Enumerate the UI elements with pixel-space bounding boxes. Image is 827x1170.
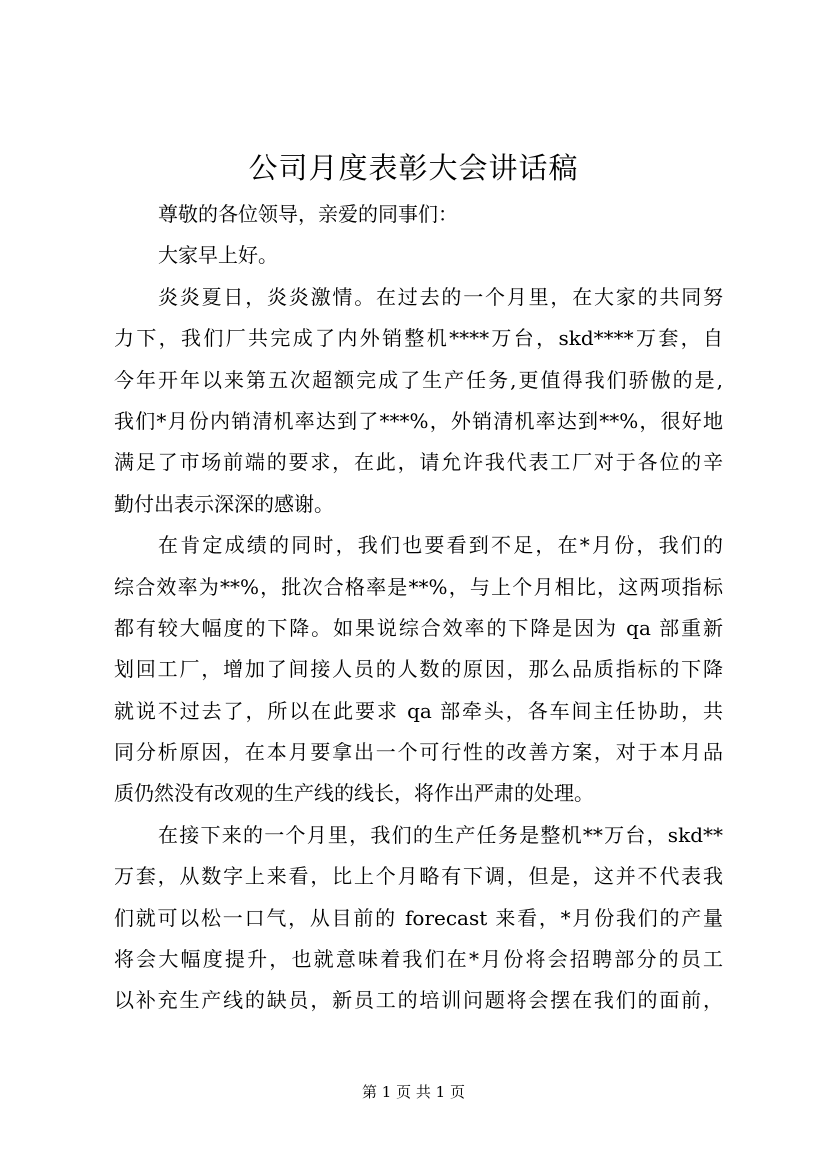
body-line: 划回工厂，增加了间接人员的人数的原因，那么品质指标的下降: [114, 657, 723, 682]
body-line: 综合效率为**%，批次合格率是**%，与上个月相比，这两项指标: [114, 574, 723, 599]
body-line: 质仍然没有改观的生产线的线长，将作出严肃的处理。: [114, 781, 594, 806]
body-line: 勤付出表示深深的感谢。: [114, 491, 334, 516]
body-line: 在接下来的一个月里，我们的生产任务是整机**万台，skd**: [158, 822, 723, 847]
body-line: 将会大幅度提升，也就意味着我们在*月份将会招聘部分的员工: [114, 947, 723, 972]
body-line: 我们*月份内销清机率达到了***%，外销清机率达到**%，很好地: [114, 408, 723, 433]
body-line: 同分析原因，在本月要拿出一个可行性的改善方案，对于本月品: [114, 740, 723, 765]
body-line: 尊敬的各位领导，亲爱的同事们：: [158, 202, 458, 226]
body-line: 万套，从数字上来看，比上个月略有下调，但是，这并不代表我: [114, 864, 723, 889]
body-line: 今年开年以来第五次超额完成了生产任务,更值得我们骄傲的是,: [114, 367, 723, 392]
body-line: 力下，我们厂共完成了内外销整机****万台，skd****万套，自: [114, 326, 723, 351]
body-line: 都有较大幅度的下降。如果说综合效率的下降是因为 qa 部重新: [114, 615, 723, 640]
body-line: 炎炎夏日，炎炎激情。在过去的一个月里，在大家的共同努: [158, 284, 723, 309]
body-line: 以补充生产线的缺员，新员工的培训问题将会摆在我们的面前，: [114, 988, 723, 1013]
page-footer: 第 1 页 共 1 页: [362, 1083, 465, 1101]
body-line: 在肯定成绩的同时，我们也要看到不足，在*月份，我们的: [158, 533, 723, 558]
body-line: 满足了市场前端的要求，在此，请允许我代表工厂对于各位的辛: [114, 450, 723, 475]
body-line: 们就可以松一口气，从目前的 forecast 来看，*月份我们的产量: [114, 905, 723, 930]
body-line: 就说不过去了，所以在此要求 qa 部牵头，各车间主任协助，共: [114, 698, 723, 723]
body-line: 大家早上好。: [158, 243, 278, 268]
document-title: 公司月度表彰大会讲话稿: [248, 151, 579, 185]
document-body: [114, 194, 723, 1022]
